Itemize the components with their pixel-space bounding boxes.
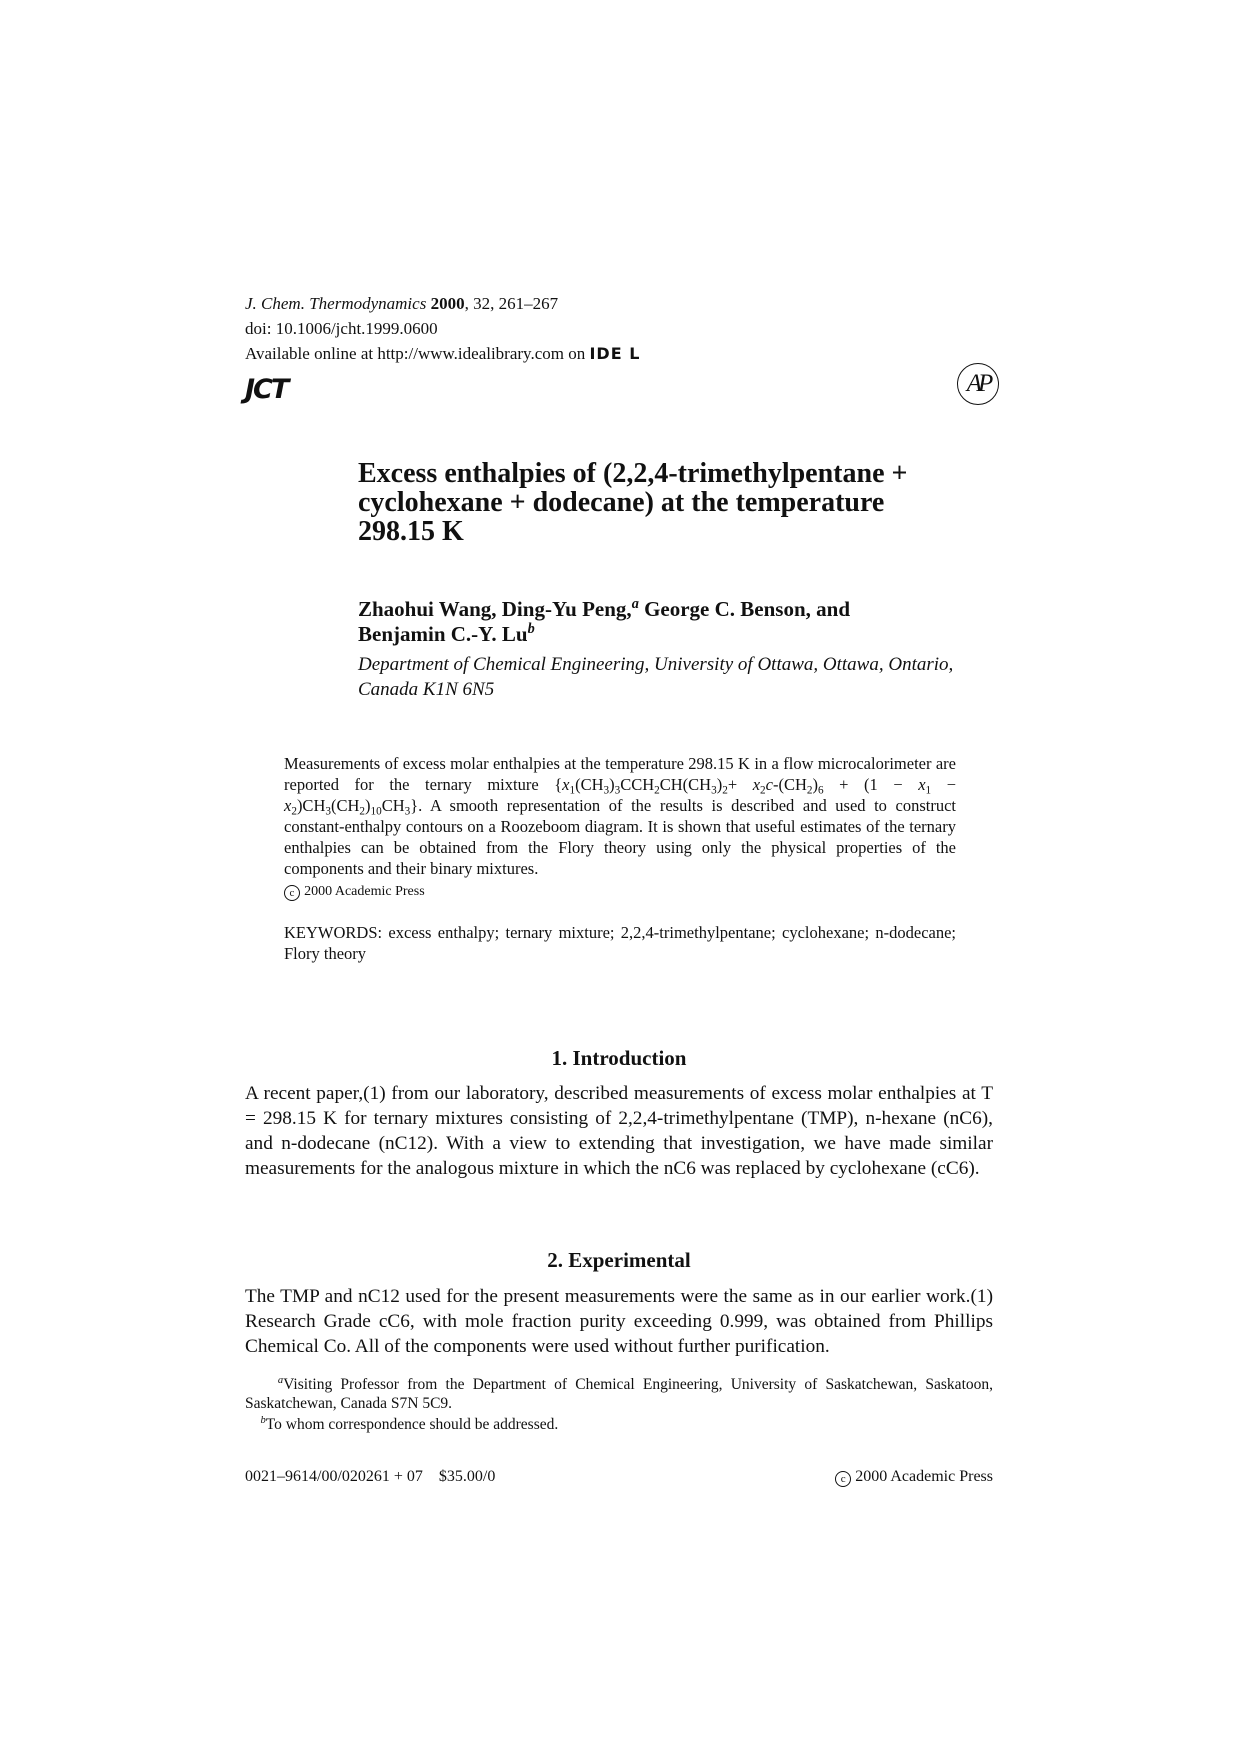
section-body-introduction: A recent paper,(1) from our laboratory, described measurements of excess molar enthalpies at T = 298.15 K for ternary mixtures consisting of 2,2,4-trimethylpentane (TMP), n-hexane (nC6), and n-dodecane (nC12). With a view to extending that investigation, we have made similar measurements for the analogous mixture in which the nC6 was replaced by cyclohexane (cC6).	[245, 1083, 993, 1179]
footer-copyright-icon: c	[835, 1471, 851, 1487]
section-body-experimental: The TMP and nC12 used for the present measurements were the same as in our earlier work.(1) Research Grade cC6, with mole fraction purity exceeding 0.999, was obtained from Phillips Chemical Co. All of the components were used without further purification.	[245, 1286, 993, 1357]
section-heading-introduction: 1. Introduction	[551, 1046, 687, 1070]
abstract-copyright: 2000 Academic Press	[304, 884, 425, 899]
footnote-b-mark: b	[260, 1415, 266, 1427]
journal-volume-pages: , 32, 261–267	[464, 294, 559, 313]
paper-title: Excess enthalpies of (2,2,4-trimethylpentane + cyclohexane + dodecane) at the temperature 298.15 K	[358, 458, 908, 547]
footnote-a-text: Visiting Professor from the Department of Chemical Engineering, University of Saskatchewan, Saskatoon, Saskatchewan, Canada S7N 5C9.	[245, 1376, 993, 1412]
copyright-icon: c	[284, 885, 300, 901]
author-mark-a: a	[631, 596, 639, 613]
journal-name: J. Chem. Thermodynamics	[245, 294, 427, 313]
footnote-a	[245, 1375, 993, 1413]
availability-text: Available online at http://www.idealibrary.com on	[245, 344, 586, 363]
citation-line	[245, 291, 558, 316]
footnote-b-text: To whom correspondence should be addressed.	[265, 1416, 559, 1433]
footer-copyright-text: 2000 Academic Press	[855, 1468, 993, 1485]
abstract-text-before: Measurements of excess molar enthalpies at the temperature 298.15 K in a flow microcalorimeter are reported for the ternary mixture	[284, 754, 956, 794]
doi-line: doi: 10.1006/jcht.1999.0600	[245, 319, 438, 338]
footer-copyright	[835, 1467, 993, 1487]
author-mark-b: b	[527, 621, 535, 638]
publisher-logo: AP	[957, 363, 999, 405]
authors-part1: Zhaohui Wang, Ding-Yu Peng,	[358, 597, 632, 621]
authors-part3: Benjamin C.-Y. Lu	[358, 622, 528, 646]
author-list	[358, 597, 958, 647]
section-heading-experimental: 2. Experimental	[547, 1248, 691, 1272]
abstract	[284, 753, 956, 902]
journal-year: 2000	[430, 294, 465, 313]
jct-logo: JCT	[245, 374, 288, 405]
abstract-text-after: . A smooth representation of the results is described and used to construct constant-enthalpy contours on a Roozeboom diagram. It is shown that useful estimates of the ternary enthalpies can be obtained from the Flory theory using only the physical properties of the components and their binary mixtures.	[284, 796, 956, 878]
keywords: KEYWORDS: excess enthalpy; ternary mixture; 2,2,4-trimethylpentane; cyclohexane; n-dodecane; Flory theory	[284, 923, 956, 963]
mixture-formula: $\{x_1(CH_3)_3CCH_2CH(CH_3)_2+ x_2c-(CH_2)_6 + (1 - x_1 - x_2)CH_3(CH_2)_{10}CH_3\}$	[284, 775, 957, 818]
footnote-a-mark: a	[277, 1375, 284, 1387]
footer-issn-price: 0021–9614/00/020261 + 07 $35.00/0	[245, 1468, 496, 1485]
footnote-b	[245, 1415, 993, 1434]
ideal-logo: IDE L	[589, 344, 641, 363]
authors-part2: George C. Benson, and	[638, 597, 851, 621]
availability-line	[245, 341, 640, 366]
affiliation: Department of Chemical Engineering, University of Ottawa, Ottawa, Ontario, Canada K1N 6N5	[358, 654, 954, 700]
